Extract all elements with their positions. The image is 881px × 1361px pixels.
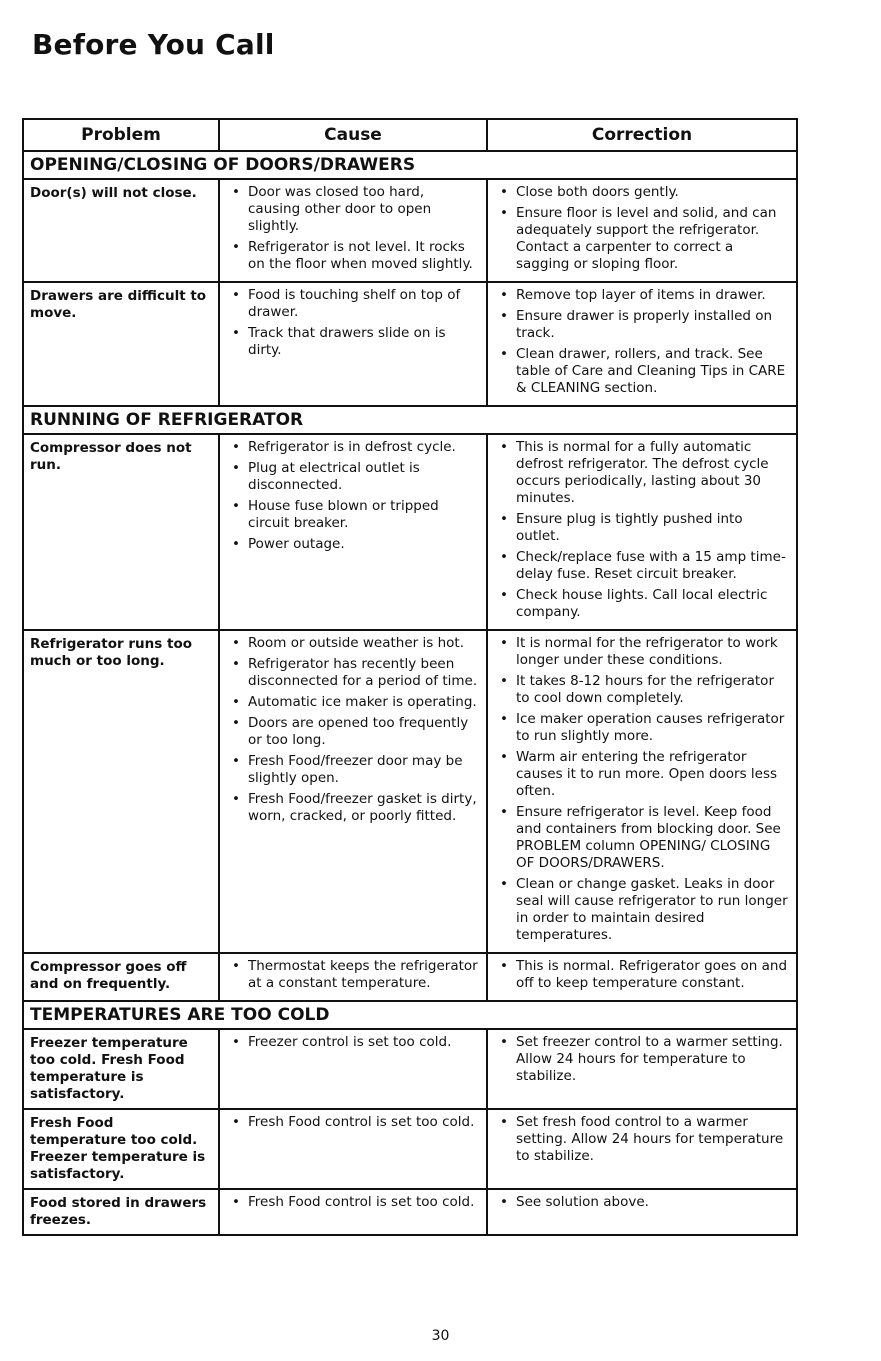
correction-text: Warm air entering the refrigerator causes it to run more. Open doors less often. [516,749,778,799]
bullet-icon: • [500,1034,508,1050]
cause-item [228,287,480,321]
correction-item [496,439,790,507]
bullet-icon: • [232,287,240,303]
correction-text: Remove top layer of items in drawer. [516,287,766,303]
cause-item [228,439,480,456]
cause-item [228,184,480,235]
correction-text: Check house lights. Call local electric company. [516,587,768,620]
bullet-icon: • [232,791,240,807]
bullet-icon: • [500,711,508,727]
table-row [24,631,796,954]
table-row [24,283,796,407]
cause-text: Room or outside weather is hot. [248,635,464,651]
correction-text: It is normal for the refrigerator to work longer under these conditions. [516,635,778,668]
bullet-icon: • [500,804,508,820]
cause-text: Food is touching shelf on top of drawer. [248,287,461,320]
correction-cell [488,180,796,281]
correction-text: Ice maker operation causes refrigerator to run slightly more. [516,711,785,744]
cause-cell [220,631,488,952]
correction-text: Ensure plug is tightly pushed into outlet. [516,511,743,544]
correction-item [496,184,790,201]
section-heading: OPENING/CLOSING OF DOORS/DRAWERS [24,152,796,180]
correction-cell [488,435,796,629]
correction-cell [488,954,796,1000]
correction-item [496,346,790,397]
cause-item [228,1114,480,1131]
correction-cell [488,1030,796,1108]
correction-item [496,205,790,273]
bullet-icon: • [500,346,508,362]
bullet-icon: • [500,439,508,455]
cause-cell [220,1030,488,1108]
bullet-icon: • [500,673,508,689]
cause-text: Refrigerator is not level. It rocks on the floor when moved slightly. [248,239,473,272]
bullet-icon: • [500,205,508,221]
bullet-icon: • [232,715,240,731]
correction-item [496,749,790,800]
cause-cell [220,954,488,1000]
correction-item [496,287,790,304]
correction-item [496,511,790,545]
cause-item [228,715,480,749]
cause-text: Door was closed too hard, causing other door to open slightly. [248,184,432,234]
problem-cell: Door(s) will not close. [24,180,220,281]
cause-text: Fresh Food/freezer door may be slightly open. [248,753,463,786]
header-cause: Cause [220,120,488,150]
correction-text: It takes 8-12 hours for the refrigerator to cool down completely. [516,673,774,706]
correction-item [496,1114,790,1165]
cause-text: Refrigerator is in defrost cycle. [248,439,456,455]
correction-text: See solution above. [516,1194,649,1210]
correction-item [496,635,790,669]
correction-item [496,804,790,872]
cause-item [228,791,480,825]
bullet-icon: • [232,1114,240,1130]
cause-item [228,239,480,273]
cause-text: Fresh Food control is set too cold. [248,1114,475,1130]
bullet-icon: • [232,239,240,255]
table-header [24,120,796,152]
cause-item [228,498,480,532]
cause-text: Fresh Food control is set too cold. [248,1194,475,1210]
bullet-icon: • [500,1114,508,1130]
correction-text: Check/replace fuse with a 15 amp time-delay fuse. Reset circuit breaker. [516,549,786,582]
cause-item [228,460,480,494]
correction-cell [488,631,796,952]
cause-item [228,753,480,787]
bullet-icon: • [232,1034,240,1050]
correction-text: Clean or change gasket. Leaks in door seal will cause refrigerator to run longer in order to maintain desired temperatures. [516,876,788,943]
cause-text: Power outage. [248,536,345,552]
cause-text: Track that drawers slide on is dirty. [248,325,446,358]
bullet-icon: • [500,184,508,200]
correction-text: Ensure refrigerator is level. Keep food and containers from blocking door. See PROBLEM column OPENING/ CLOSING OF DOORS/DRAWERS. [516,804,781,871]
problem-cell: Food stored in drawers freezes. [24,1190,220,1234]
cause-text: Freezer control is set too cold. [248,1034,452,1050]
problem-cell: Freezer temperature too cold. Fresh Food temperature is satisfactory. [24,1030,220,1108]
bullet-icon: • [500,287,508,303]
correction-item [496,1034,790,1085]
correction-cell [488,1110,796,1188]
table-row [24,180,796,283]
bullet-icon: • [232,460,240,476]
bullet-icon: • [232,958,240,974]
bullet-icon: • [232,1194,240,1210]
bullet-icon: • [232,325,240,341]
cause-cell [220,180,488,281]
correction-item [496,549,790,583]
cause-text: Plug at electrical outlet is disconnected. [248,460,420,493]
cause-item [228,958,480,992]
problem-cell: Fresh Food temperature too cold. Freezer temperature is satisfactory. [24,1110,220,1188]
bullet-icon: • [232,439,240,455]
section-heading: TEMPERATURES ARE TOO COLD [24,1002,796,1030]
bullet-icon: • [232,635,240,651]
bullet-icon: • [500,876,508,892]
correction-item [496,711,790,745]
header-correction: Correction [591,125,693,145]
bullet-icon: • [232,184,240,200]
problem-cell: Refrigerator runs too much or too long. [24,631,220,952]
cause-item [228,1034,480,1051]
cause-item [228,694,480,711]
correction-text: This is normal. Refrigerator goes on and off to keep temperature constant. [516,958,788,991]
correction-cell [488,283,796,405]
cause-text: Fresh Food/freezer gasket is dirty, worn, cracked, or poorly fitted. [248,791,477,824]
cause-cell [220,435,488,629]
page-title: Before You Call [32,28,275,61]
table-body [24,152,796,1234]
cause-cell [220,1110,488,1188]
correction-text: This is normal for a fully automatic defrost refrigerator. The defrost cycle occurs periodically, lasting about 30 minutes. [516,439,769,506]
bullet-icon: • [500,749,508,765]
bullet-icon: • [500,549,508,565]
correction-text: Clean drawer, rollers, and track. See table of Care and Cleaning Tips in CARE & CLEANING section. [516,346,786,396]
table-row [24,1030,796,1110]
bullet-icon: • [500,635,508,651]
cause-text: Thermostat keeps the refrigerator at a constant temperature. [248,958,478,991]
bullet-icon: • [232,498,240,514]
table-row [24,1110,796,1190]
correction-text: Set freezer control to a warmer setting. Allow 24 hours for temperature to stabilize. [516,1034,783,1084]
cause-text: Automatic ice maker is operating. [248,694,477,710]
correction-item [496,1194,790,1211]
bullet-icon: • [500,587,508,603]
bullet-icon: • [232,536,240,552]
cause-item [228,656,480,690]
table-row [24,1190,796,1234]
table-row [24,954,796,1002]
correction-cell [488,1190,796,1234]
header-problem: Problem [24,120,220,150]
correction-text: Close both doors gently. [516,184,679,200]
cause-item [228,536,480,553]
cause-cell [220,283,488,405]
cause-text: Doors are opened too frequently or too long. [248,715,469,748]
correction-text: Set fresh food control to a warmer setting. Allow 24 hours for temperature to stabilize. [516,1114,784,1164]
cause-text: Refrigerator has recently been disconnected for a period of time. [248,656,478,689]
correction-text: Ensure floor is level and solid, and can adequately support the refrigerator. Contact a carpenter to correct a sagging or sloping floor. [516,205,777,272]
cause-text: House fuse blown or tripped circuit breaker. [248,498,439,531]
bullet-icon: • [232,694,240,710]
troubleshooting-table [22,118,798,1236]
problem-cell: Drawers are difficult to move. [24,283,220,405]
bullet-icon: • [500,308,508,324]
correction-item [496,958,790,992]
page-number: 30 [431,1328,450,1344]
correction-item [496,673,790,707]
table-row [24,435,796,631]
correction-item [496,587,790,621]
correction-item [496,308,790,342]
bullet-icon: • [500,958,508,974]
cause-item [228,325,480,359]
problem-cell: Compressor does not run. [24,435,220,629]
cause-item [228,635,480,652]
correction-item [496,876,790,944]
cause-item [228,1194,480,1211]
correction-text: Ensure drawer is properly installed on track. [516,308,773,341]
problem-cell: Compressor goes off and on frequently. [24,954,220,1000]
bullet-icon: • [500,511,508,527]
section-heading: RUNNING OF REFRIGERATOR [24,407,796,435]
bullet-icon: • [232,656,240,672]
bullet-icon: • [232,753,240,769]
cause-cell [220,1190,488,1234]
bullet-icon: • [500,1194,508,1210]
